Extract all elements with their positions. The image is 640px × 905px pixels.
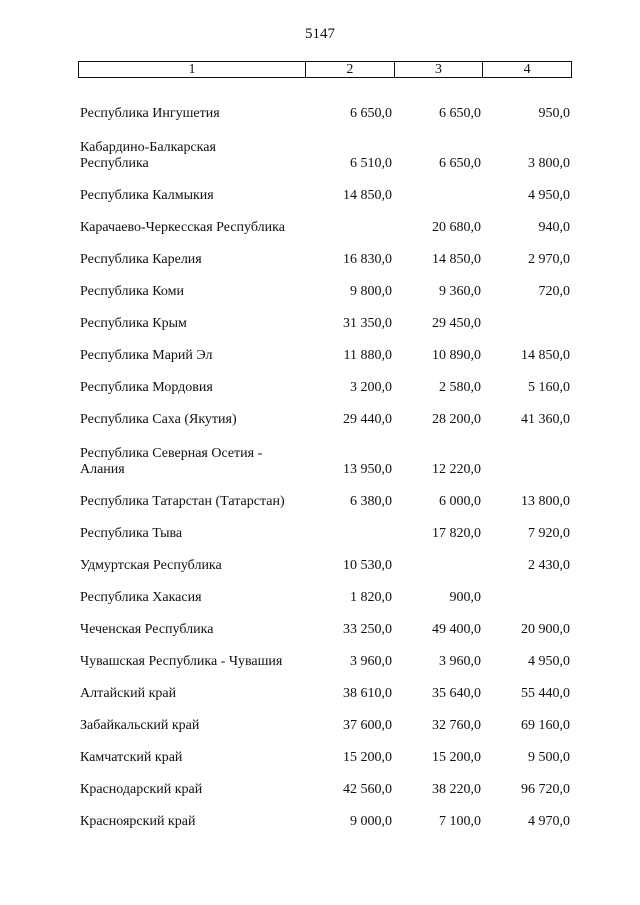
region-name-line: Чеченская Республика [80, 622, 214, 637]
value-cell-c2: 9 000,0 [350, 814, 392, 829]
value-cell-c4: 2 970,0 [528, 252, 570, 267]
value-cell-c4: 4 970,0 [528, 814, 570, 829]
value-cell-c4: 720,0 [538, 284, 570, 299]
value-cell-c3: 14 850,0 [432, 252, 481, 267]
region-name-line: Республика Северная Осетия - [80, 446, 263, 461]
table-row [78, 606, 572, 638]
header-col-1: 1 [188, 62, 196, 77]
region-name-line: Республика Коми [80, 284, 184, 299]
region-name [78, 702, 305, 734]
value-cell-c3: 15 200,0 [432, 750, 481, 765]
value-cell-c2: 33 250,0 [343, 622, 392, 637]
header-col-4: 4 [482, 62, 571, 77]
region-name [78, 734, 305, 766]
value-cell-c4: 5 160,0 [528, 380, 570, 395]
table-row [78, 702, 572, 734]
table-row [78, 236, 572, 268]
value-cell-c3: 3 960,0 [439, 654, 481, 669]
region-name-line: Республика Ингушетия [80, 106, 220, 121]
value-cell-c4: 69 160,0 [521, 718, 570, 733]
value-cell-c3: 2 580,0 [439, 380, 481, 395]
value-cell-c3: 7 100,0 [439, 814, 481, 829]
table-row [78, 172, 572, 204]
region-name [78, 300, 305, 332]
table-row [78, 364, 572, 396]
value-cell-c3: 49 400,0 [432, 622, 481, 637]
table-row [78, 766, 572, 798]
value-cell-c2: 9 800,0 [350, 284, 392, 299]
table-row [78, 510, 572, 542]
table-row [78, 478, 572, 510]
value-cell-c2: 29 440,0 [343, 412, 392, 427]
table-row [78, 90, 572, 122]
table-header-row [78, 61, 572, 78]
value-cell-c4: 96 720,0 [521, 782, 570, 797]
value-cell-c4: 3 800,0 [528, 156, 570, 171]
region-name-line: Красноярский край [80, 814, 196, 829]
region-name-line: Алания [80, 462, 125, 477]
value-cell-c2: 10 530,0 [343, 558, 392, 573]
region-name-line: Удмуртская Республика [80, 558, 222, 573]
table-row [78, 332, 572, 364]
region-name [78, 606, 305, 638]
value-cell-c3: 28 200,0 [432, 412, 481, 427]
region-name [78, 172, 305, 204]
region-name [78, 574, 305, 606]
value-cell-c3: 6 650,0 [439, 106, 481, 121]
value-cell-c3: 10 890,0 [432, 348, 481, 363]
region-name-line: Забайкальский край [80, 718, 200, 733]
value-cell-c3: 17 820,0 [432, 526, 481, 541]
value-cell-c4: 41 360,0 [521, 412, 570, 427]
value-cell-c2: 37 600,0 [343, 718, 392, 733]
region-name [78, 204, 305, 236]
region-name [78, 236, 305, 268]
value-cell-c2: 11 880,0 [343, 348, 392, 363]
region-name [78, 332, 305, 364]
region-name-line: Краснодарский край [80, 782, 203, 797]
value-cell-c3: 12 220,0 [432, 462, 481, 477]
value-cell-c2: 6 380,0 [350, 494, 392, 509]
region-name [78, 428, 305, 478]
region-name-line: Республика Хакасия [80, 590, 202, 605]
table-row [78, 204, 572, 236]
value-cell-c3: 9 360,0 [439, 284, 481, 299]
table-row [78, 300, 572, 332]
value-cell-c2: 3 200,0 [350, 380, 392, 395]
value-cell-c2: 1 820,0 [350, 590, 392, 605]
value-cell-c4: 2 430,0 [528, 558, 570, 573]
value-cell-c4: 7 920,0 [528, 526, 570, 541]
region-name-line: Чувашская Республика - Чувашия [80, 654, 283, 669]
region-name-line: Республика Марий Эл [80, 348, 213, 363]
value-cell-c4: 4 950,0 [528, 188, 570, 203]
region-name-line: Республика Карелия [80, 252, 202, 267]
value-cell-c2: 16 830,0 [343, 252, 392, 267]
table-row [78, 734, 572, 766]
table-row [78, 542, 572, 574]
value-cell-c2: 6 650,0 [350, 106, 392, 121]
value-cell-c2: 6 510,0 [350, 156, 392, 171]
region-name-line: Республика Тыва [80, 526, 183, 541]
value-cell-c2: 15 200,0 [343, 750, 392, 765]
table-row [78, 798, 572, 830]
value-cell-c4: 4 950,0 [528, 654, 570, 669]
region-name [78, 798, 305, 830]
value-cell-c2: 3 960,0 [350, 654, 392, 669]
header-col-3: 3 [394, 62, 483, 77]
value-cell-c2: 14 850,0 [343, 188, 392, 203]
table-row [78, 396, 572, 428]
value-cell-c3: 38 220,0 [432, 782, 481, 797]
table-body [78, 90, 572, 830]
value-cell-c3: 900,0 [449, 590, 481, 605]
table-row [78, 574, 572, 606]
value-cell-c3: 6 000,0 [439, 494, 481, 509]
value-cell-c4: 13 800,0 [521, 494, 570, 509]
value-cell-c2: 31 350,0 [343, 316, 392, 331]
value-cell-c4: 9 500,0 [528, 750, 570, 765]
region-name-line: Республика Татарстан (Татарстан) [80, 494, 285, 509]
region-name [78, 542, 305, 574]
value-cell-c4: 14 850,0 [521, 348, 570, 363]
header-col-2: 2 [305, 62, 394, 77]
value-cell-c2: 38 610,0 [343, 686, 392, 701]
page-number: 5147 [305, 26, 335, 42]
value-cell-c3: 20 680,0 [432, 220, 481, 235]
value-cell-c3: 29 450,0 [432, 316, 481, 331]
region-name [78, 766, 305, 798]
region-name [78, 670, 305, 702]
region-name-line: Кабардино-Балкарская [80, 140, 216, 155]
region-name [78, 268, 305, 300]
region-name-line: Республика [80, 156, 149, 171]
allocation-table [78, 61, 572, 830]
value-cell-c2: 42 560,0 [343, 782, 392, 797]
region-name-line: Республика Саха (Якутия) [80, 412, 237, 427]
region-name-line: Республика Калмыкия [80, 188, 214, 203]
region-name-line: Республика Крым [80, 316, 187, 331]
value-cell-c2: 13 950,0 [343, 462, 392, 477]
region-name-line: Алтайский край [80, 686, 177, 701]
value-cell-c3: 32 760,0 [432, 718, 481, 733]
region-name-line: Камчатский край [80, 750, 183, 765]
region-name [78, 122, 305, 172]
table-row [78, 670, 572, 702]
table-row [78, 638, 572, 670]
region-name [78, 364, 305, 396]
region-name [78, 510, 305, 542]
region-name [78, 396, 305, 428]
value-cell-c4: 940,0 [538, 220, 570, 235]
region-name-line: Карачаево-Черкесская Республика [80, 220, 285, 235]
region-name [78, 90, 305, 122]
table-row [78, 268, 572, 300]
table-row [78, 428, 572, 478]
table-row [78, 122, 572, 172]
value-cell-c3: 35 640,0 [432, 686, 481, 701]
region-name [78, 638, 305, 670]
value-cell-c4: 950,0 [538, 106, 570, 121]
region-name-line: Республика Мордовия [80, 380, 213, 395]
value-cell-c4: 55 440,0 [521, 686, 570, 701]
value-cell-c3: 6 650,0 [439, 156, 481, 171]
region-name [78, 478, 305, 510]
value-cell-c4: 20 900,0 [521, 622, 570, 637]
